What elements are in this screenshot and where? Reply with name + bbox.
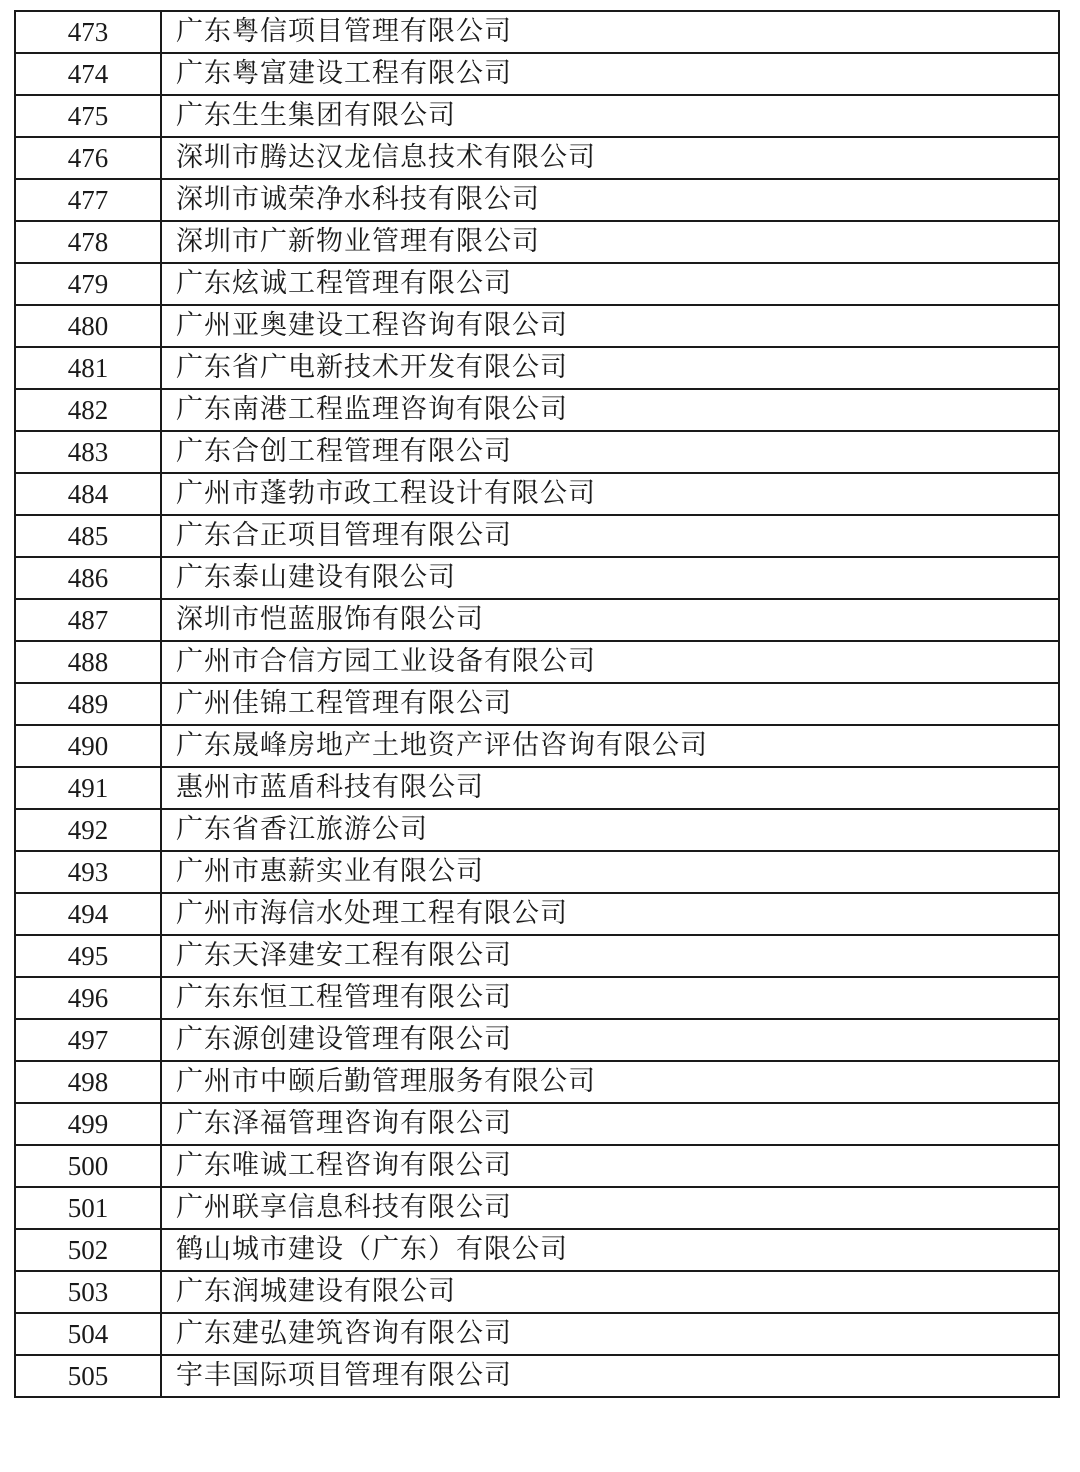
table-row xyxy=(15,641,1059,683)
company-name-cell: 广东润城建设有限公司 xyxy=(161,1271,1059,1313)
company-name-cell: 广东生生集团有限公司 xyxy=(161,95,1059,137)
company-name-cell: 广东建弘建筑咨询有限公司 xyxy=(161,1313,1059,1355)
table-row xyxy=(15,1103,1059,1145)
company-name-cell: 广东合创工程管理有限公司 xyxy=(161,431,1059,473)
company-name-cell: 广东唯诚工程咨询有限公司 xyxy=(161,1145,1059,1187)
table-row xyxy=(15,1019,1059,1061)
table-row xyxy=(15,221,1059,263)
company-name-cell: 深圳市恺蓝服饰有限公司 xyxy=(161,599,1059,641)
company-name-cell: 深圳市腾达汉龙信息技术有限公司 xyxy=(161,137,1059,179)
company-name-cell: 广州亚奥建设工程咨询有限公司 xyxy=(161,305,1059,347)
table-row xyxy=(15,389,1059,431)
row-number-cell: 493 xyxy=(15,851,161,893)
table-row xyxy=(15,1229,1059,1271)
table-row xyxy=(15,1355,1059,1397)
row-number-cell: 491 xyxy=(15,767,161,809)
table-row xyxy=(15,1187,1059,1229)
table-row xyxy=(15,305,1059,347)
row-number-cell: 504 xyxy=(15,1313,161,1355)
row-number-cell: 474 xyxy=(15,53,161,95)
company-name-cell: 广东合正项目管理有限公司 xyxy=(161,515,1059,557)
company-name-cell: 广东炫诚工程管理有限公司 xyxy=(161,263,1059,305)
row-number-cell: 486 xyxy=(15,557,161,599)
table-row xyxy=(15,137,1059,179)
row-number-cell: 479 xyxy=(15,263,161,305)
row-number-cell: 489 xyxy=(15,683,161,725)
row-number-cell: 476 xyxy=(15,137,161,179)
company-name-cell: 广东天泽建安工程有限公司 xyxy=(161,935,1059,977)
table-row xyxy=(15,179,1059,221)
row-number-cell: 495 xyxy=(15,935,161,977)
row-number-cell: 498 xyxy=(15,1061,161,1103)
row-number-cell: 496 xyxy=(15,977,161,1019)
table-row xyxy=(15,515,1059,557)
table-row xyxy=(15,851,1059,893)
row-number-cell: 497 xyxy=(15,1019,161,1061)
table-row xyxy=(15,347,1059,389)
table-row xyxy=(15,1271,1059,1313)
company-list-table xyxy=(14,10,1060,1398)
row-number-cell: 478 xyxy=(15,221,161,263)
table-body xyxy=(15,11,1059,1397)
company-name-cell: 广东晟峰房地产土地资产评估咨询有限公司 xyxy=(161,725,1059,767)
company-name-cell: 惠州市蓝盾科技有限公司 xyxy=(161,767,1059,809)
company-name-cell: 广州市蓬勃市政工程设计有限公司 xyxy=(161,473,1059,515)
table-row xyxy=(15,599,1059,641)
table-row xyxy=(15,53,1059,95)
row-number-cell: 492 xyxy=(15,809,161,851)
row-number-cell: 494 xyxy=(15,893,161,935)
company-name-cell: 广东粤富建设工程有限公司 xyxy=(161,53,1059,95)
row-number-cell: 477 xyxy=(15,179,161,221)
row-number-cell: 500 xyxy=(15,1145,161,1187)
row-number-cell: 482 xyxy=(15,389,161,431)
company-name-cell: 广州市惠薪实业有限公司 xyxy=(161,851,1059,893)
company-name-cell: 鹤山城市建设（广东）有限公司 xyxy=(161,1229,1059,1271)
company-name-cell: 广州市海信水处理工程有限公司 xyxy=(161,893,1059,935)
row-number-cell: 481 xyxy=(15,347,161,389)
table-row xyxy=(15,557,1059,599)
company-name-cell: 广东省香江旅游公司 xyxy=(161,809,1059,851)
row-number-cell: 483 xyxy=(15,431,161,473)
table-row xyxy=(15,1313,1059,1355)
row-number-cell: 502 xyxy=(15,1229,161,1271)
table-row xyxy=(15,977,1059,1019)
company-name-cell: 广州联享信息科技有限公司 xyxy=(161,1187,1059,1229)
row-number-cell: 488 xyxy=(15,641,161,683)
table-row xyxy=(15,683,1059,725)
company-name-cell: 广州市中颐后勤管理服务有限公司 xyxy=(161,1061,1059,1103)
company-name-cell: 广州佳锦工程管理有限公司 xyxy=(161,683,1059,725)
table-row xyxy=(15,11,1059,53)
row-number-cell: 475 xyxy=(15,95,161,137)
table-row xyxy=(15,893,1059,935)
row-number-cell: 473 xyxy=(15,11,161,53)
table-row xyxy=(15,431,1059,473)
company-name-cell: 广东泰山建设有限公司 xyxy=(161,557,1059,599)
row-number-cell: 499 xyxy=(15,1103,161,1145)
table-row xyxy=(15,725,1059,767)
company-name-cell: 广东粤信项目管理有限公司 xyxy=(161,11,1059,53)
table-row xyxy=(15,1145,1059,1187)
table-row xyxy=(15,95,1059,137)
company-name-cell: 广东东恒工程管理有限公司 xyxy=(161,977,1059,1019)
company-name-cell: 深圳市诚荣净水科技有限公司 xyxy=(161,179,1059,221)
row-number-cell: 490 xyxy=(15,725,161,767)
table-row xyxy=(15,809,1059,851)
company-name-cell: 深圳市广新物业管理有限公司 xyxy=(161,221,1059,263)
table-row xyxy=(15,263,1059,305)
table-row xyxy=(15,1061,1059,1103)
company-name-cell: 广东省广电新技术开发有限公司 xyxy=(161,347,1059,389)
company-name-cell: 广东南港工程监理咨询有限公司 xyxy=(161,389,1059,431)
company-name-cell: 广州市合信方园工业设备有限公司 xyxy=(161,641,1059,683)
table-row xyxy=(15,935,1059,977)
row-number-cell: 501 xyxy=(15,1187,161,1229)
company-name-cell: 广东泽福管理咨询有限公司 xyxy=(161,1103,1059,1145)
table-row xyxy=(15,767,1059,809)
table-row xyxy=(15,473,1059,515)
row-number-cell: 505 xyxy=(15,1355,161,1397)
row-number-cell: 484 xyxy=(15,473,161,515)
row-number-cell: 487 xyxy=(15,599,161,641)
company-name-cell: 广东源创建设管理有限公司 xyxy=(161,1019,1059,1061)
row-number-cell: 480 xyxy=(15,305,161,347)
row-number-cell: 503 xyxy=(15,1271,161,1313)
row-number-cell: 485 xyxy=(15,515,161,557)
company-name-cell: 宇丰国际项目管理有限公司 xyxy=(161,1355,1059,1397)
